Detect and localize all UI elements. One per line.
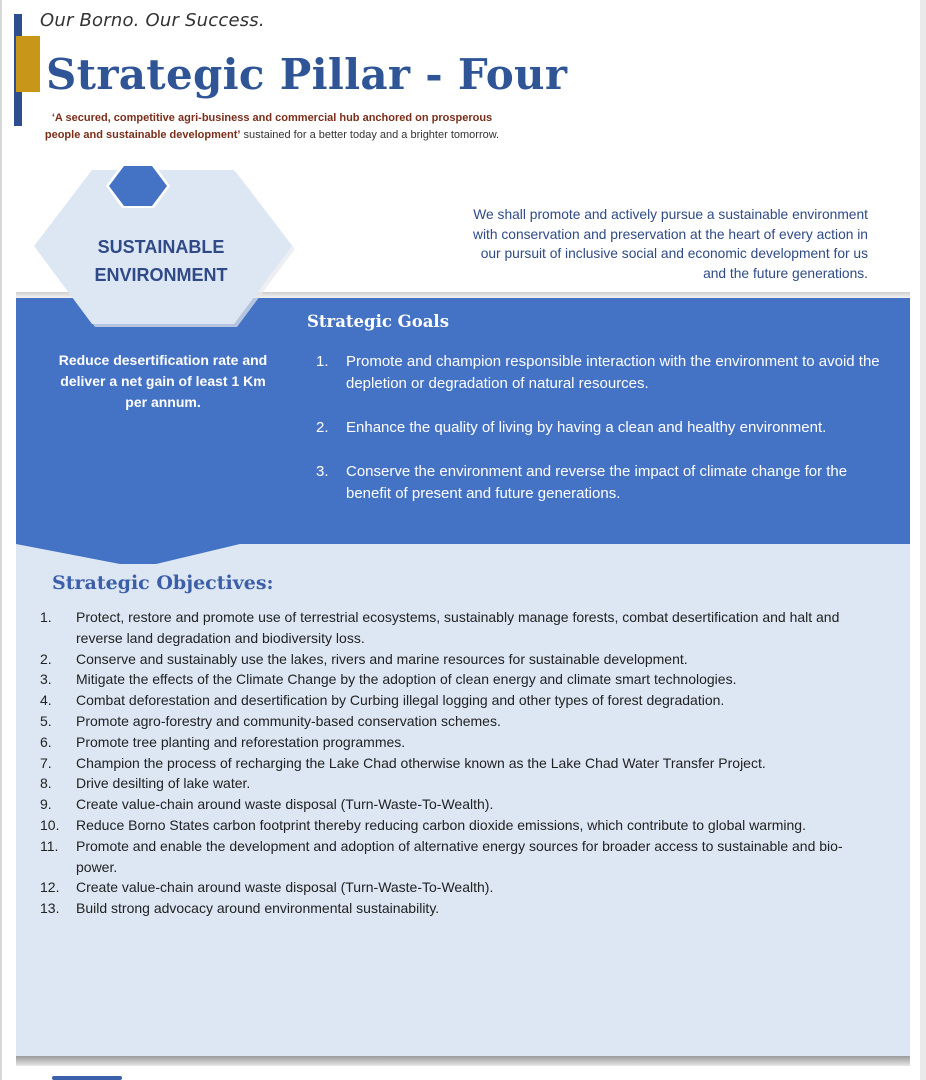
- objective-text: Promote agro-forestry and community-based conservation schemes.: [76, 712, 501, 729]
- goal-text: Promote and champion responsible interaction with the environment to avoid the depletion or degradation of natural resources.: [346, 353, 880, 392]
- objective-item: [40, 690, 880, 711]
- objective-text: Create value-chain around waste disposal (Turn-Waste-To-Wealth).: [76, 796, 494, 813]
- objective-item: [40, 815, 880, 836]
- objective-text: Conserve and sustainably use the lakes, rivers and marine resources for sustainable development.: [76, 650, 688, 667]
- objective-item: [40, 836, 880, 878]
- objective-item: [40, 753, 880, 774]
- objective-text: Drive desilting of lake water.: [76, 775, 251, 792]
- divider-bottom: [16, 1056, 910, 1066]
- goal-text: Enhance the quality of living by having a clean and healthy environment.: [346, 419, 827, 436]
- objective-number: 12.: [40, 879, 60, 896]
- objectives-list: [40, 607, 880, 919]
- objective-number: 1.: [40, 609, 52, 625]
- objective-item: [40, 732, 880, 753]
- objective-number: 3.: [40, 671, 52, 688]
- goal-item: [316, 461, 896, 505]
- goal-number: 1.: [316, 353, 329, 370]
- objective-text: Reduce Borno States carbon footprint thereby reducing carbon dioxide emissions, which contribute to global warming.: [76, 816, 806, 833]
- objective-text: Combat deforestation and desertification by Curbing illegal logging and other types of forest degradation.: [76, 692, 725, 709]
- pillar-target: Reduce desertification rate and deliver a net gain of least 1 Km per annum.: [58, 352, 268, 410]
- objective-item: [40, 898, 880, 919]
- vision-rest: sustained for a better today and a brighter tomorrow.: [240, 128, 500, 141]
- objective-number: 10.: [40, 816, 60, 833]
- goal-number: 2.: [316, 419, 329, 436]
- objective-text: Mitigate the effects of the Climate Change by the adoption of clean energy and climate smart technologies.: [76, 671, 737, 688]
- pillar-intro: We shall promote and actively pursue a sustainable environment with conservation and preservation at the heart of every action in our pursuit of inclusive social and economic development for us and the future generations.: [473, 207, 868, 281]
- goal-number: 3.: [316, 463, 329, 480]
- objective-number: 8.: [40, 775, 52, 792]
- objective-number: 11.: [40, 837, 59, 854]
- vision-bold: ‘A secured, competitive agri-business and commercial hub anchored on prosperous people and sustainable development’: [44, 112, 493, 141]
- goal-item: [316, 417, 896, 439]
- objective-item: [40, 773, 880, 794]
- objective-number: 7.: [40, 754, 52, 771]
- objective-number: 13.: [40, 900, 60, 917]
- next-section-heading-cutoff: [52, 1070, 192, 1080]
- objective-text: Protect, restore and promote use of terrestrial ecosystems, sustainably manage forests, combat desertification and halt and reverse land degradation and biodiversity loss.: [76, 609, 840, 646]
- objective-item: [40, 711, 880, 732]
- objective-number: 4.: [40, 692, 52, 709]
- accent-bar-gold: [16, 36, 40, 92]
- objectives-title: Strategic Objectives:: [52, 572, 274, 594]
- goal-text: Conserve the environment and reverse the impact of climate change for the benefit of present and future generations.: [346, 463, 848, 502]
- objective-number: 6.: [40, 733, 52, 750]
- pillar-name-line2: ENVIRONMENT: [94, 265, 228, 285]
- objective-number: 2.: [40, 650, 52, 667]
- page-title: Strategic Pillar - Four: [46, 50, 568, 99]
- objective-item: [40, 607, 880, 649]
- tagline: Our Borno. Our Success.: [40, 10, 265, 31]
- objective-text: Create value-chain around waste disposal (Turn-Waste-To-Wealth).: [76, 879, 494, 896]
- pillar-hexagon: [30, 156, 300, 328]
- down-arrow-icon: [16, 544, 276, 568]
- objective-text: Promote tree planting and reforestation programmes.: [76, 733, 406, 750]
- goals-list: [316, 351, 896, 527]
- objective-text: Promote and enable the development and adoption of alternative energy sources for broader access to sustainable and bio-power.: [76, 837, 843, 875]
- pillar-name-line1: SUSTAINABLE: [97, 237, 225, 257]
- objective-number: 9.: [40, 796, 52, 813]
- objective-number: 5.: [40, 712, 52, 729]
- objective-text: Build strong advocacy around environmental sustainability.: [76, 900, 440, 917]
- goals-title: Strategic Goals: [307, 312, 449, 331]
- objective-text: Champion the process of recharging the Lake Chad otherwise known as the Lake Chad Water Transfer Project.: [76, 754, 766, 771]
- objective-item: [40, 649, 880, 670]
- objective-item: [40, 669, 880, 690]
- goal-item: [316, 351, 896, 395]
- vision-statement: [44, 110, 500, 143]
- objective-item: [40, 877, 880, 898]
- objective-item: [40, 794, 880, 815]
